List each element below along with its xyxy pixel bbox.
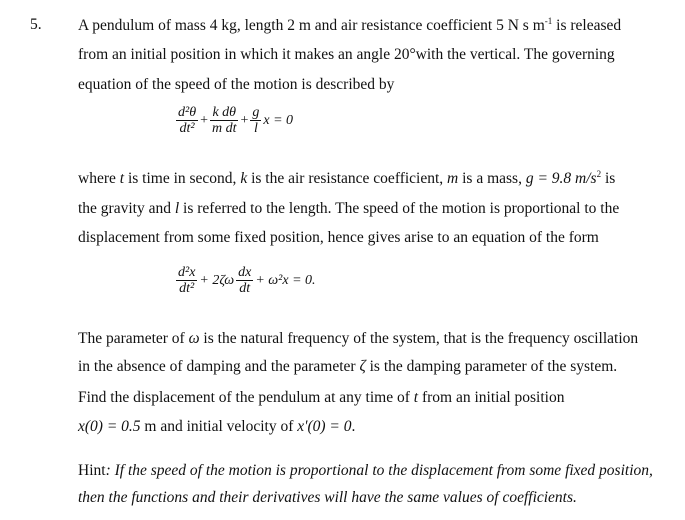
initial-position: x(0) = 0.5 bbox=[78, 418, 141, 435]
damping-term: + 2ζω bbox=[199, 272, 235, 288]
problem-line-9: Find the displacement of the pendulum at any time of t from an initial position bbox=[78, 389, 565, 406]
plus-sign: + bbox=[240, 112, 249, 128]
fraction-g-l: $\frac{g}{l}$ bbox=[252, 105, 260, 136]
equation-rest: x = 0 bbox=[263, 112, 294, 128]
gravity-value: g = 9.8 m/s bbox=[525, 170, 597, 188]
fraction-d2x-dt2: $\frac{\text{d²x}}{\text{dt²}}$ bbox=[178, 265, 196, 296]
problem-line-2: from an initial position in which it makes an angle 20°with the vertical. The governing bbox=[78, 46, 615, 63]
equation-rest: + ω²x = 0. bbox=[255, 272, 316, 288]
problem-line-8: in the absence of damping and the parameter ζ is the damping parameter of the system. bbox=[78, 358, 618, 375]
problem-line-10: x(0) = 0.5 m and initial velocity of x'(0) = 0. bbox=[78, 418, 356, 435]
var-t: t bbox=[413, 389, 419, 406]
hint-line-1: Hint: If the speed of the motion is proportional to the displacement from some fixed position, bbox=[78, 462, 653, 479]
question-number: 5. bbox=[30, 16, 42, 33]
pendulum-equation bbox=[175, 105, 294, 136]
text-segment: is released bbox=[552, 17, 622, 35]
fraction-d2theta-dt2: $\frac{\text{d²θ}}{\text{dt²}}$ bbox=[178, 105, 197, 136]
hint-label: Hint bbox=[78, 462, 106, 479]
problem-line-5: the gravity and l is referred to the length. The speed of the motion is proportional to the bbox=[78, 200, 620, 217]
fraction-dx-dt: $\frac{dx}{dt}$ bbox=[238, 265, 252, 296]
var-zeta: ζ bbox=[359, 358, 366, 375]
var-t: t bbox=[119, 170, 125, 188]
plus-sign: + bbox=[200, 112, 208, 128]
hint-block bbox=[78, 462, 660, 507]
problem-line-3: equation of the speed of the motion is described by bbox=[78, 76, 395, 93]
fraction-k-dtheta-m-dt: $\frac{\text{k dθ}}{\text{m dt}}$ bbox=[211, 105, 237, 136]
initial-velocity: x'(0) = 0 bbox=[297, 418, 352, 435]
var-omega: ω bbox=[188, 330, 200, 347]
hint-line-2: then the functions and their derivatives will have the same values of coefficients. bbox=[78, 489, 577, 506]
var-l: l bbox=[174, 200, 180, 217]
problem-line-4: where t is time in second, k is the air resistance coefficient, m is a mass, g = 9.8 $m/s^2$ is bbox=[78, 169, 616, 188]
superscript: -1 bbox=[544, 16, 553, 26]
text-segment: A pendulum of mass 4 kg, length 2 m and air resistance coefficient 5 N s m bbox=[78, 17, 545, 35]
problem-line-7: The parameter of ω is the natural frequency of the system, that is the frequency oscillation bbox=[78, 330, 639, 347]
var-m: m bbox=[447, 170, 459, 188]
problem-line-6: displacement from some fixed position, hence gives arise to an equation of the form bbox=[78, 229, 599, 246]
damped-oscillation-equation bbox=[175, 265, 317, 296]
problem-line-1 bbox=[78, 16, 621, 35]
var-k: k bbox=[240, 170, 248, 188]
